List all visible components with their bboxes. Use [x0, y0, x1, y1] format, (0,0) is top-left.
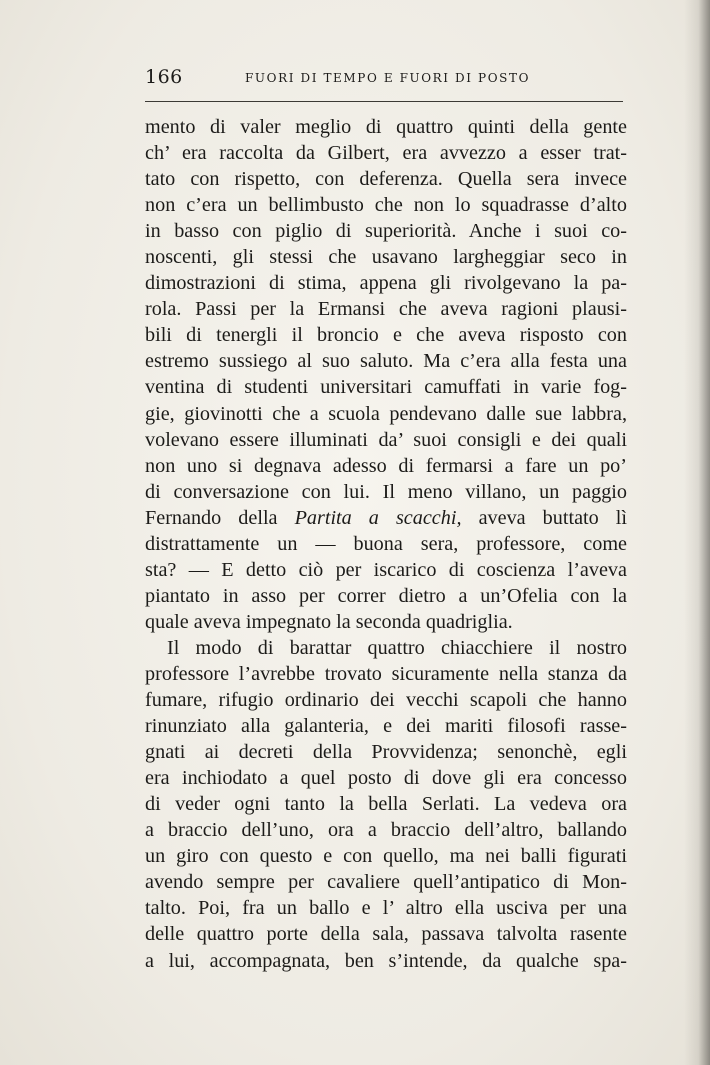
paragraph-last-line: quale aveva impegnato la seconda quadriglia. [145, 610, 513, 633]
italic-title: Partita a scacchi, [294, 506, 462, 529]
text-line: noscenti, gli stessi che usavano largheggiar seco in [145, 246, 627, 269]
text-line: delle quattro porte della sala, passava talvolta rasente [145, 923, 627, 946]
text-line: a lui, accompagnata, ben s’intende, da qualche spa- [145, 949, 627, 972]
paragraph-first-line: Il modo di barattar quattro chiacchiere il nostro [167, 636, 627, 659]
text-line: non c’era un bellimbusto che non lo squadrasse d’alto [145, 194, 627, 217]
text-line: di conversazione con lui. Il meno villano, un paggio [145, 480, 627, 503]
text-line: talto. Poi, fra un ballo e l’ altro ella usciva per una [145, 897, 627, 920]
page-edge-shadow [684, 0, 710, 1065]
text-line: distrattamente un — buona sera, professore, come [145, 532, 627, 555]
page-number: 166 [145, 66, 183, 88]
text-line: a braccio dell’uno, ora a braccio dell’altro, ballando [145, 819, 627, 842]
text-line: estremo sussiego al suo saluto. Ma c’era alla festa una [145, 350, 627, 373]
text-line-with-italic-title [145, 505, 627, 531]
text-line: volevano essere illuminati da’ suoi consigli e dei quali [145, 428, 627, 451]
text-line: in basso con piglio di superiorità. Anche i suoi co- [145, 220, 627, 243]
text-segment: Fernando della [145, 506, 295, 529]
text-line: ch’ era raccolta da Gilbert, era avvezzo a esser trat- [145, 142, 627, 165]
text-line: ventina di studenti universitari camuffati in varie fog- [145, 376, 627, 399]
running-header [145, 66, 625, 92]
text-line: un giro con questo e con quello, ma nei balli figurati [145, 845, 627, 868]
text-line: non uno si degnava adesso di fermarsi a fare un po’ [145, 454, 627, 477]
text-line: dimostrazioni di stima, appena gli rivolgevano la pa- [145, 272, 627, 295]
text-line: gnati ai decreti della Provvidenza; senonchè, egli [145, 741, 627, 764]
text-line: rola. Passi per la Ermansi che aveva ragioni plausi- [145, 298, 627, 321]
text-line: fumare, rifugio ordinario dei vecchi scapoli che hanno [145, 689, 627, 712]
text-line: gie, giovinotti che a scuola pendevano dalle sue labbra, [145, 402, 627, 425]
running-title: FUORI DI TEMPO E FUORI DI POSTO [245, 71, 531, 85]
text-line: sta? — E detto ciò per iscarico di coscienza l’aveva [145, 558, 627, 581]
text-line: era inchiodato a quel posto di dove gli era concesso [145, 767, 627, 790]
text-line: piantato in asso per correr dietro a un’Ofelia con la [145, 584, 627, 607]
text-line: di veder ogni tanto la bella Serlati. La vedeva ora [145, 793, 627, 816]
text-line: bili di tenergli il broncio e che aveva risposto con [145, 324, 627, 347]
header-rule [145, 101, 623, 102]
text-line: mento di valer meglio di quattro quinti della gente [145, 116, 627, 138]
text-line: avendo sempre per cavaliere quell’antipatico di Mon- [145, 871, 627, 894]
text-line: tato con rispetto, con deferenza. Quella sera invece [145, 168, 627, 191]
text-segment: aveva buttato lì [461, 506, 628, 529]
text-line: professore l’avrebbe trovato sicuramente nella stanza da [145, 662, 627, 685]
body-text [145, 114, 627, 974]
text-line: rinunziato alla galanteria, e dei mariti filosofi rasse- [145, 715, 627, 738]
